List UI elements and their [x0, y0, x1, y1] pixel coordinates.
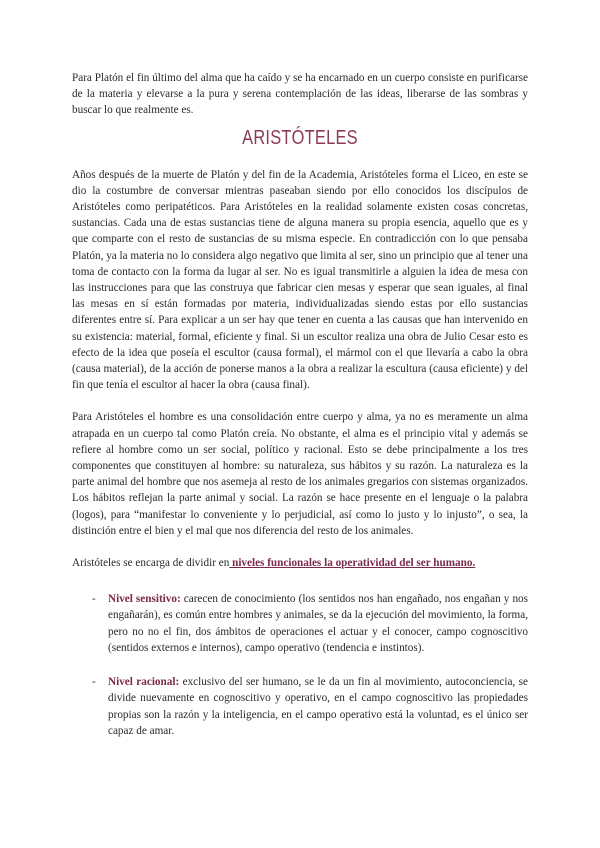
paragraph-hombre: Para Aristóteles el hombre es una consolidación entre cuerpo y alma, ya no es meramente un alma atrapada en un cuerpo tal como Platón creía. No obstante, el alma es el principio vital y además se refiere al hombre como un ser social, político y racional. Esto se debe principalmente a los tres componentes que constituyen al hombre: su naturaleza, sus hábitos y su razón. La naturaleza es la parte animal del hombre que nos asemeja al resto de los animales gregarios con sistemas organizados. Los hábitos reflejan la parte animal y social. La razón se hace presente en el lenguaje o la palabra (logos), para “manifestar lo conveniente y lo perjudicial, así como lo justo y lo injusto”, o sea, la distinción entre el bien y el mal que nos diferencia del resto de los animales.	[72, 411, 528, 537]
section-heading: ARISTÓTELES	[242, 126, 358, 149]
level-term: Nivel sensitivo:	[108, 593, 181, 606]
list-dash: -	[92, 676, 96, 689]
level-description: carecen de conocimiento (los sentidos nos han engañado, nos engañan y nos engañarán), es común entre hombres y animales, se da la ejecución del movimiento, la forma, pero no no el fin, dos ámbitos de operaciones el actuar y el conocer, campo cognoscitivo (sentidos externos e internos), campo operativo (tendencia e instintos).	[108, 593, 528, 654]
list-dash: -	[92, 593, 96, 606]
intro-paragraph: Para Platón el fin último del alma que ha caído y se ha encarnado en un cuerpo consiste en purificarse de la materia y elevarse a la pura y serena contemplación de las ideas, liberarse de las sombras y buscar lo que realmente es.	[72, 72, 528, 117]
list-item-racional	[72, 674, 528, 739]
levels-intro-text: Aristóteles se encarga de dividir en	[72, 557, 230, 570]
levels-list	[72, 591, 528, 739]
paragraph-gap	[72, 393, 528, 409]
paragraph-liceo: Años después de la muerte de Platón y del fin de la Academia, Aristóteles forma el Liceo, en este se dio la costumbre de conversar mientras paseaban siendo por ello conocidos los discípulos de Aristóteles como peripatéticos. Para Aristóteles en la realidad solamente existen cosas concretas, sustancias. Cada una de estas sustancias tiene de alguna manera su propia esencia, aquello que es y que comparte con el resto de sustancias de su misma especie. En contradicción con lo que pensaba Platón, ya la materia no lo considera algo negativo que limita al ser, sino un principio que al tener una toma de contacto con la forma da lugar al ser. No es igual transmitirle a alguien la idea de mesa con las instrucciones para que las construya que fabricar cien mesas y esperar que sean iguales, al final las mesas en sí están formadas por materia, individualizadas siendo estas por ello sustancias diferentes entre sí. Para explicar a un ser hay que tener en cuenta a las causas que han intervenido en su existencia: material, formal, eficiente y final. Si un escultor realiza una obra de Julio Cesar esto es efecto de la idea que poseía el escultor (causa formal), el mármol con el que llevaría a cabo la obra (causa material), de la acción de ponerse manos a la obra a realizar la escultura (causa eficiente) y del fin que tenía el escultor al hacer la obra (causa final).	[72, 168, 528, 392]
levels-intro	[72, 555, 528, 571]
level-description: exclusivo del ser humano, se le da un fin al movimiento, autoconciencia, se divide nuevamente en cognoscitivo y operativo, en el campo cognoscitivo las propiedades propias son la razón y la inteligencia, en el campo operativo está la voluntad, es el único ser capaz de amar.	[108, 676, 528, 737]
list-item-sensitivo	[72, 591, 528, 656]
level-term: Nivel racional:	[108, 676, 180, 689]
levels-intro-highlight: niveles funcionales la operatividad del ser humano.	[229, 557, 476, 570]
